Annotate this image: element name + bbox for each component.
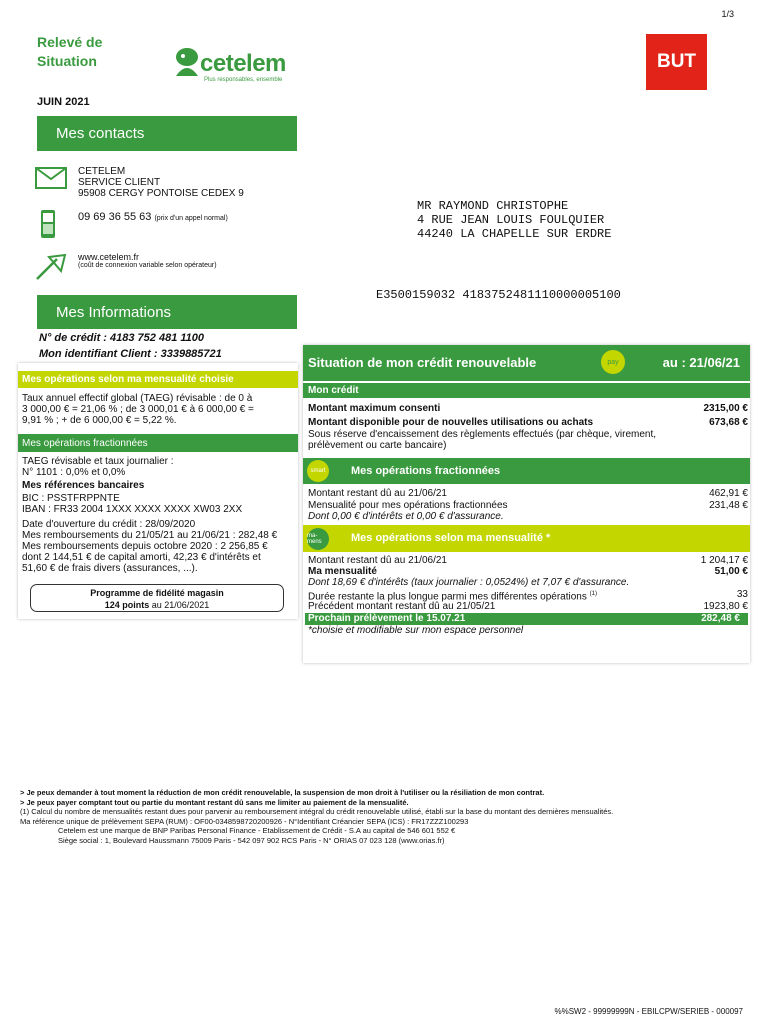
mon-credit-header: Mon crédit bbox=[303, 383, 750, 398]
phone-number[interactable]: 09 69 36 55 63 bbox=[78, 211, 152, 223]
footer-line: (1) Calcul du nombre de mensualités restant dues pour parvenir au remboursement intégral du crédit renouvelable utilisé, établi sur la base du montant des dernières mensualités. bbox=[20, 807, 614, 816]
row-label: Ma mensualité bbox=[308, 566, 377, 577]
mensualite-footnote: *choisie et modifiable sur mon espace personnel bbox=[308, 625, 524, 636]
situation-header bbox=[303, 345, 750, 381]
repayment-line: Mes remboursements depuis octobre 2020 : 2 256,85 € bbox=[22, 541, 268, 552]
row-label: Durée restante la plus longue parmi mes différentes opérations bbox=[308, 591, 587, 603]
interest-note: Dont 18,69 € d'intérêts (taux journalier : 0,0524%) et 7,07 € d'assurance. bbox=[308, 577, 630, 588]
row-value: 1923,80 € bbox=[703, 601, 748, 612]
logo-tagline: Plus responsables, ensemble bbox=[204, 77, 283, 83]
credit-identifiers bbox=[39, 330, 222, 362]
row-label: Montant disponible pour de nouvelles utilisations ou achats bbox=[308, 417, 594, 428]
footnote-ref: (1) bbox=[589, 591, 597, 597]
mensualite-title: Mes opérations selon ma mensualité * bbox=[351, 532, 551, 544]
repayment-line: 51,60 € de frais divers (assurances, ...). bbox=[22, 563, 198, 574]
left-fractionnees-text bbox=[22, 456, 277, 574]
recipient-name: MR RAYMOND CHRISTOPHE bbox=[417, 199, 569, 213]
client-id: Mon identifiant Client : 3339885721 bbox=[39, 348, 222, 360]
row-value: 282,48 € bbox=[701, 613, 740, 624]
website-note: (coût de connexion variable selon opérateur) bbox=[78, 262, 217, 269]
left-fractionnees-header: Mes opérations fractionnées bbox=[18, 434, 298, 452]
phone-icon bbox=[40, 209, 56, 239]
row-label: Prochain prélèvement le 15.07.21 bbox=[308, 613, 466, 624]
opening-date: Date d'ouverture du crédit : 28/09/2020 bbox=[22, 519, 196, 530]
recipient-street: 4 RUE JEAN LOUIS FOULQUIER bbox=[417, 213, 605, 227]
taeg-line: TAEG révisable et taux journalier : bbox=[22, 456, 174, 467]
fractionnees-row bbox=[308, 488, 748, 500]
next-payment-row bbox=[305, 613, 748, 625]
contact-phone bbox=[78, 211, 228, 223]
row-value: 33 bbox=[736, 589, 748, 600]
mensualite-row bbox=[308, 566, 748, 578]
address-line: SERVICE CLIENT bbox=[78, 177, 161, 188]
contacts-header: Mes contacts bbox=[37, 116, 297, 151]
logo-wordmark: cetelem bbox=[200, 50, 286, 77]
contact-website bbox=[78, 252, 217, 269]
taeg-line: 9,91 % ; + de 6 000,00 € = 5,22 %. bbox=[22, 415, 177, 426]
page-number: 1/3 bbox=[721, 9, 734, 19]
row-label: Montant maximum consenti bbox=[308, 403, 441, 414]
document-title bbox=[37, 33, 102, 71]
mensualite-header bbox=[303, 525, 750, 552]
iban: IBAN : FR33 2004 1XXX XXXX XXXX XW03 2XX bbox=[22, 504, 243, 515]
taeg-line: Taux annuel effectif global (TAEG) révisable : de 0 à bbox=[22, 393, 253, 404]
fractionnees-note: Dont 0,00 € d'intérêts et 0,00 € d'assurance. bbox=[308, 511, 504, 522]
row-label: Mensualité pour mes opérations fractionnées bbox=[308, 500, 508, 511]
reference-code: E3500159032 4183752481110000005100 bbox=[376, 288, 621, 302]
row-note: prélèvement ou carte bancaire) bbox=[308, 440, 447, 451]
repayment-line: Mes remboursements du 21/05/21 au 21/06/21 : 282,48 € bbox=[22, 530, 278, 541]
row-label: Montant restant dû au 21/06/21 bbox=[308, 488, 447, 499]
bottom-code: %%SW2 - 99999999N - EBILCPW/SERIEB - 000097 bbox=[554, 1007, 743, 1016]
fractionnees-header bbox=[303, 458, 750, 484]
situation-title: Situation de mon crédit renouvelable bbox=[308, 355, 537, 370]
available-credit-row bbox=[308, 417, 748, 452]
arrow-link-icon bbox=[35, 253, 69, 281]
credit-number: N° de crédit : 4183 752 481 1100 bbox=[39, 332, 205, 344]
footer-line: > Je peux payer comptant tout ou partie du montant restant dû sans me limiter au paiement de la mensualité. bbox=[20, 797, 409, 807]
row-value: 462,91 € bbox=[709, 488, 748, 499]
row-value: 51,00 € bbox=[714, 566, 748, 577]
mail-icon bbox=[35, 167, 67, 189]
smart-icon: smart bbox=[307, 460, 329, 482]
ma-mens-icon: ma-mens bbox=[307, 528, 329, 550]
row-value: 231,48 € bbox=[709, 500, 748, 511]
cetelem-mascot-icon bbox=[170, 46, 204, 84]
legal-footer bbox=[20, 788, 750, 845]
footer-line: Siège social : 1, Boulevard Haussmann 75009 Paris - 542 097 902 RCS Paris - N° ORIAS 07 023 128 (www.orias.fr) bbox=[58, 835, 445, 845]
phone-note: (prix d'un appel normal) bbox=[154, 215, 228, 222]
row-label: Précédent montant restant dû au 21/05/21 bbox=[308, 601, 496, 612]
taeg-line: N° 1101 : 0,0% et 0,0% bbox=[22, 467, 126, 478]
address-line: 95908 CERGY PONTOISE CEDEX 9 bbox=[78, 188, 244, 199]
bank-references-title: Mes références bancaires bbox=[22, 480, 145, 491]
recipient-address bbox=[417, 199, 611, 241]
pay-icon: pay bbox=[601, 350, 625, 374]
fidelity-points: 124 points bbox=[104, 600, 150, 610]
row-note: Sous réserve d'encaissement des règlements effectués (par chèque, virement, bbox=[308, 428, 657, 440]
but-logo: BUT bbox=[646, 34, 707, 90]
fidelity-title: Programme de fidélité magasin bbox=[90, 588, 224, 598]
address-line: CETELEM bbox=[78, 166, 126, 177]
footer-line: Cetelem est une marque de BNP Paribas Personal Finance - Etablissement de Crédit - S.A au capital de 546 601 552 € bbox=[58, 826, 456, 835]
previous-row bbox=[308, 601, 748, 613]
fidelity-box bbox=[30, 584, 284, 612]
cetelem-logo bbox=[168, 44, 300, 86]
left-mensualite-header: Mes opérations selon ma mensualité choisie bbox=[18, 371, 298, 388]
situation-date: au : 21/06/21 bbox=[662, 355, 740, 370]
title-line-2: Situation bbox=[37, 53, 97, 69]
bic: BIC : PSSTFRPPNTE bbox=[22, 493, 120, 504]
website-link[interactable]: www.cetelem.fr bbox=[78, 252, 140, 262]
fidelity-date: au 21/06/2021 bbox=[149, 600, 210, 610]
title-line-1: Relevé de bbox=[37, 34, 103, 50]
recipient-city: 44240 LA CHAPELLE SUR ERDRE bbox=[417, 227, 612, 241]
repayment-line: dont 2 144,51 € de capital amorti, 42,23 € d'intérêts et bbox=[22, 552, 261, 563]
row-label: Montant restant dû au 21/06/21 bbox=[308, 555, 447, 566]
row-value: 2315,00 € bbox=[703, 403, 748, 414]
fractionnees-row bbox=[308, 500, 748, 512]
row-value: 673,68 € bbox=[709, 417, 748, 428]
mensualite-row bbox=[308, 555, 748, 567]
fractionnees-title: Mes opérations fractionnées bbox=[351, 465, 501, 477]
informations-header: Mes Informations bbox=[37, 295, 297, 329]
max-credit-row bbox=[308, 403, 748, 415]
contact-address bbox=[78, 166, 244, 199]
footer-line: Ma référence unique de prélèvement SEPA (RUM) : OF00-0348598720200926 - N°Identifiant Créancier SEPA (ICS) : FR17ZZZ100293 bbox=[20, 816, 469, 826]
taeg-line: 3 000,00 € = 21,06 % ; de 3 000,01 € à 6 000,00 € = bbox=[22, 404, 254, 415]
left-mensualite-text bbox=[22, 393, 254, 426]
statement-date: JUIN 2021 bbox=[37, 96, 90, 108]
row-value: 1 204,17 € bbox=[700, 555, 748, 566]
footer-line: > Je peux demander à tout moment la réduction de mon crédit renouvelable, la suspension de mon droit à l'utiliser ou la résiliation de mon contrat. bbox=[20, 788, 545, 797]
